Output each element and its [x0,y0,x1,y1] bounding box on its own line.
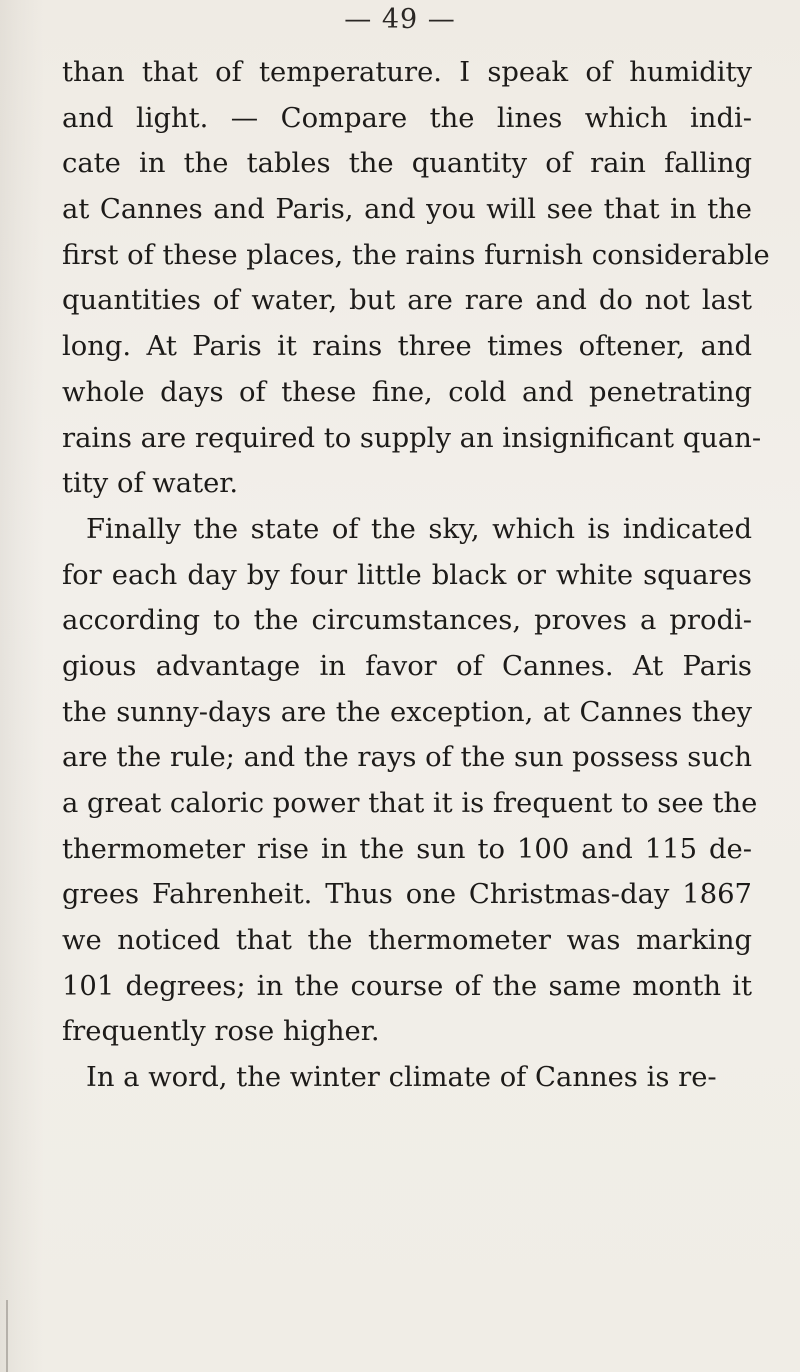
paragraph-start-line: In a word, the winter climate of Cannes is re- [86,1062,717,1094]
text-line: tity of water. [62,468,239,500]
text-line: 101 degrees; in the course of the same month it [62,970,752,1002]
text-line: the sunny-days are the exception, at Cannes they [62,696,752,728]
text-line: we noticed that the thermometer was marking [62,925,752,957]
text-line: a great caloric power that it is frequent to see the [62,788,758,819]
text-line: and light. — Compare the lines which indi- [62,102,752,134]
text-line: gious advantage in favor of Cannes. At Paris [62,650,752,682]
text-line: are the rule; and the rays of the sun possess such [62,742,752,774]
page-number: — 49 — [344,4,456,35]
binding-edge [6,1300,8,1372]
text-line: according to the circumstances, proves a prodi- [62,605,752,637]
text-line: for each day by four little black or white squares [62,559,752,591]
text-line: at Cannes and Paris, and you will see that in the [62,194,752,226]
text-line: frequently rose higher. [62,1016,380,1048]
text-line: first of these places, the rains furnish considerable [62,239,770,271]
text-line: thermometer rise in the sun to 100 and 115 de- [62,833,752,865]
text-line: rains are required to supply an insignificant quan- [62,422,762,454]
text-line: long. At Paris it rains three times oftener, and [62,331,752,363]
body-text [62,50,770,1101]
text-line: whole days of these fine, cold and penetrating [62,376,752,408]
text-line: quantities of water, but are rare and do not last [62,285,752,317]
text-line: grees Fahrenheit. Thus one Christmas-day 1867 [62,879,752,911]
paragraph-start-line: Finally the state of the sky, which is indicated [86,513,752,545]
text-line: cate in the tables the quantity of rain falling [62,148,752,180]
text-line: than that of temperature. I speak of humidity [62,57,752,88]
